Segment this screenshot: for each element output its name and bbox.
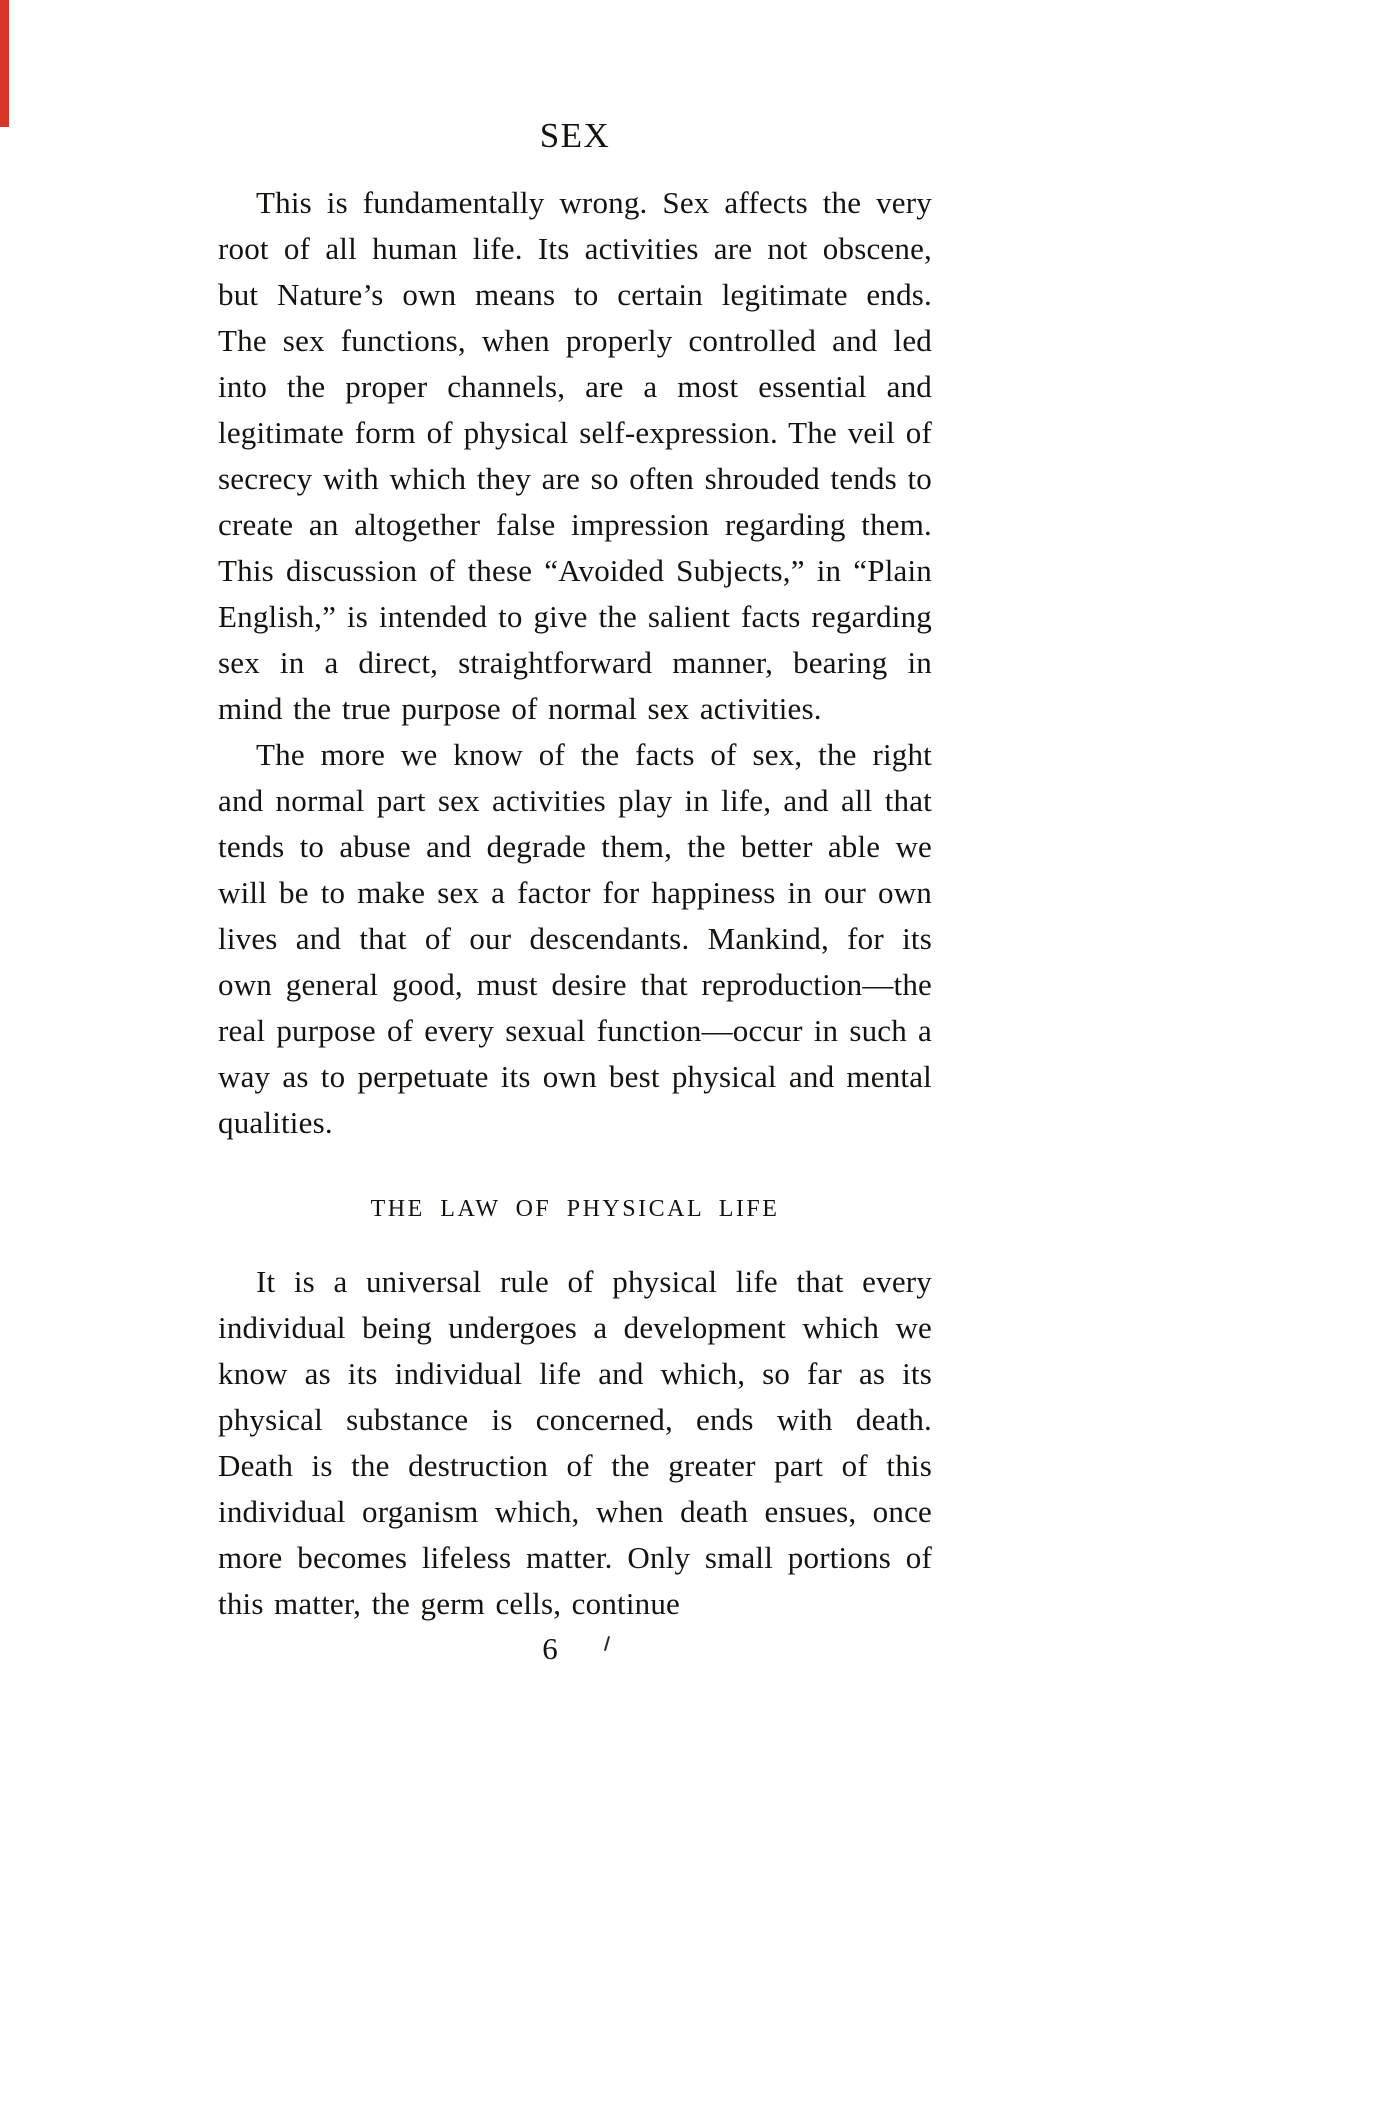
paragraph-1: This is fundamentally wrong. Sex affects the very root of all human life. Its activities are not obscene, but Nature’s own means to certain legitimate ends. The sex functions, when properly controlled and led into the proper channels, are a most essential and legitimate form of physical self-expression. The veil of secrecy with which they are so often shrouded tends to create an altogether false impression regarding them. This discussion of these “Avoided Subjects,” in “Plain English,” is intended to give the salient facts regarding sex in a direct, straightforward manner, bearing in mind the true purpose of normal sex activities. <box>218 185 932 726</box>
scan-edge-artifact <box>0 0 9 127</box>
page-title: SEX <box>539 116 611 155</box>
page-number: 6 <box>542 1631 558 1666</box>
book-page-content <box>218 116 932 1667</box>
page-footer <box>218 1631 932 1667</box>
paragraph-2: The more we know of the facts of sex, the right and normal part sex activities play in life, and all that tends to abuse and degrade them, the better able we will be to make sex a factor for happiness in our own lives and that of our descendants. Mankind, for its own general good, must desire that reproduction—the real purpose of every sexual function—occur in such a way as to perpetuate its own best physical and mental qualities. <box>218 737 932 1140</box>
section-heading: THE LAW OF PHYSICAL LIFE <box>370 1196 780 1222</box>
paragraph-3: It is a universal rule of physical life that every individual being undergoes a development which we know as its individual life and which, so far as its physical substance is concerned, ends with death. Death is the destruction of the greater part of this individual organism which, when death ensues, once more becomes lifeless matter. Only small portions of this matter, the germ cells, continue <box>218 1264 932 1621</box>
scan-tick-artifact <box>604 1636 610 1651</box>
